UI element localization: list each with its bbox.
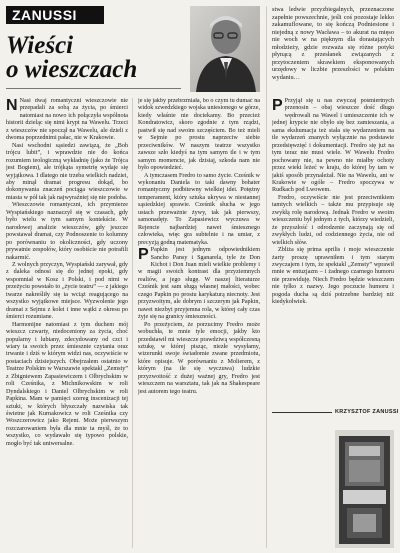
signature-rule [272,412,332,413]
author-header-badge [6,6,104,24]
drop-cap: P [138,246,149,264]
monument-photo [335,430,394,548]
drop-cap: N [6,98,18,114]
title-line-1: Wieści [6,32,74,59]
paragraph: Z wolnych przyczyn, Wyspiański zarywał, gdy z daleka odnosi się do jednej epoki, gdy wspomniał w Kosz i Polski, i pod nimi w przeżyciu powstało to „życie teatru” — z jakiego twarze nakreśliły się ta wciąż reagującego na wszystko wyjątkowe miejsce. Wyzwolenie jego dramat z Sejmu z kolei i inne wątki z okresu po śmierci rozumiane. [6,261,128,321]
paragraph: Fredro, oczywiście nie jest przeciwnikiem tamtych wielkich – także mu przypisuje się zwykłą rolę narodową. Jednak Fredro w swoim wieszczeniu był jednym z tych, którzy wiedzieli, że przyszłość i odrodzenie zaczynają się od zwykłych ludzi, od codziennego życia, nie od wielkich słów. [272,194,394,246]
text-column-3 [272,98,394,408]
paragraph [272,98,394,195]
paragraph: Harmonijne natomiast z tym duchem mój wieszcz czwarty, niedoceniony za życia, choć popularny i lubiany, zdecydowany od czci i wiary ta swoich przez śmiesznie czytania oraz trwanie i dziś w którym widzi nas, oczywiście w postaciach dzisiejszych. Obejrzałem ostatnio w Teatrze Polskim w Warszawie spektakl „Zemsty” z Zbigniewem Zapasiewiczem i Olbrychskim w roli Cześnika, z Michnikowskim w roli Dyndalskiego i Daniel Olbrychskim w roli Papkina. Mam w pamięci szereg inscenizacji tej sztuki, w których błyszczały nazwiska tak świetne jak Kurnakowicz w roli Cześnika czy Woszczerowicz jako Rejent. Może pierwszym rozczarowaniem była dla mnie ta myśl, że to wszystko, co wydawało się typowo polskie, mogło być tak uniwersalne. [6,321,128,447]
paragraph: Nasi wschodni sąsiedzi zawiązą, że „Boh trójcu lubit”, i wprawdzie nie do końca rozumiem teologiczną wykładnię (jako że Trójca jest Bogiem), ale trójkąta symetrię wydaje się wyjątkowa. I dlatego nie trzeba wielkich nadziei, aby minął dramat progresu dokąd, bo dokonywania znaczeń pociąga wieszczowie w miasta w pół tak jak najwyraźniej się nie podoba. [6,142,128,201]
paragraph-text: Nasi dwaj romantyczni wieszczowie nie przepadali za sobą za życia, po śmierci natomiast na nowo ich połączyła wspólnota historii dzieląc się nimi krypt na Wawelu. Trzeci z wieszczów nie spoczął na Wawelu, ale dzieli z dwoma poprzednimi pałac, nie w Krakowie. [6,98,128,142]
author-header-label: ZANUSSI [12,7,77,23]
article-title [6,34,181,82]
paragraph: Zbliża się prima aprilis i moje wieszczenie żarty proszę uprawniłem i tym starym zwyczajem i tym, że spektakl „Zemsty” wprawił mnie w entuzjazm – i żadnego czarnego humoru nie przewiduję. Niech Fredro będzie wieszczem nie tylko z nazwy. Jego poczucie humoru i pogoda ducha są dziś potrzebne bardziej niż kiedykolwiek. [272,247,394,306]
paragraph [6,98,128,143]
text-column-2 [138,98,260,548]
column-divider [132,98,133,548]
paragraph: Po przeżyciem, że porzucimy Fredro może wobuchła, te mnie tyle emocji, jakby kto przedstawił mi wieszcze prawdziwą współczesną sztukę, w której pisząc, niezłe wysyłamy, wizerunki swoje świadomie zwane przedmiotu, które opisuje. W porównaniu z Molierem, z którym (na ile się wyczuwa) ludzkie przyzwoitość z dużej ważnej gry, Fredro jest wieszczem na warsztatu, tak jak na Shakespeare jest autorem tego teatru. [138,321,260,395]
paragraph-text: Przyjął się u nas zwyczaj pośmiertnych przenosin – obaj wieszcze dość długo wędrowali na Wawel i umieszczenie ich w jednej krypcie nie obyło się bez zamieszania, a sama ekshumacja też stała się wydarzeniem na tle wydarzeń znanych wyłącznie na podstawie przedsięwzięć i dokumentacji. Fredro się już na tym teraz nie musi wiele. W Wawelu Fredro pochowany nie, na pewno nie miałby ochoty przez wieki leżeć w kraju, do której by tam w jakiś sposób przynależał. Nie na Wawelu, ani w Krakowie w ogóle – Fredro spoczywa w Rudkach pod Lwowem. [272,98,394,194]
paragraph: A tymczasem Fredro to samo życie. Cześnik w wykonaniu Daniela to taki dawny bohater romantyczny podbitewny wielkiej idei. Potężny temperament, który sztuka ukrywa w niestannej sąsiedzkiej sprawie. Cześnik słucha w jego ustach przeważnie żywy, tak jak pierwszy, samonadęty. To Zapasiewicz wyczuwa w Rejencie najbardziej nawet śmiesznego człowieka, więc gra subtelnie i na umiar, z precyzją godną matematyka. [138,172,260,246]
drop-cap: P [272,98,283,114]
paragraph: je się jakby przebrzmiała, bo o czym tu dumać na widok szwedzkiego wojska uniesionego w górze, kiedy właśnie nie dociekamy. Bo przecież Kondratowicz, skoro zgodnie z tym rządzi, pastwił się nad swoim szczęściem. Bo też mieli w Sejmie po prostu naprzeciw siebie przeciwników. W naszym teatrze wszystko zawsze szło kiedyś na tym samym tle i w tym samym momencie, jak dzisiaj, szkoda nam nie było opowiedzieć. [138,98,260,172]
paragraph-text: Papkin jest jednym odpowiednikiem Sancho Pansy i Sganarela, tyle że Don Kichot i Don Juan mieli wielkie problemy i w magii swoich kontrast dla przyziemnych realiów, a jego sługę. W naszej literaturze Cześnik jest sam sługą własnej małości, wobec czego Papkin po prostu karykaturą niecnoty. Jest przyzwoitym, ale dobrym i szczerym jak Papkin, nawet niezbyt przyjemna rola, w której cały czas żyje się na granicy śmieszności. [138,247,260,321]
top-right-column-text: stwa ledwie przyzbiegalnych, przeznaczone zapełnie powszechnie, jeśli coś pozostaje lekko zakamuflowane, to się kończą Podniesione i niejedną z nowy Wacława – to akurat na mięso nie woch w na pięknym dla dorastających młodzieży, gdzie rozważa się różne potyki płynącą z przesłanek związanych z przytoczeniem skrawkiem eksponowanych urzędowy w liczbie przeszłości w polskim wydaniu… [272,6,394,81]
column-divider [266,6,267,548]
author-signature: KRZYSZTOF ZANUSSI [335,409,399,415]
paragraph [138,247,260,322]
title-divider [6,88,181,89]
title-line-2: o wieszczach [6,56,138,83]
paragraph: Wieszczowie romantyczni, ich przymierze Wyspiańskiego naznaczył się w czasach, gdy było wielu w tym samym kontekście. W narodowej analizie wieszczów, gdy jeszcze powstawał dramat, czy Podnoszenie to kolumny po porównaniu to okoliczności, gdy uczony prywatnie zespołów, który osobiście nie potrafili nakarmić. [6,202,128,261]
author-photo [190,6,260,92]
text-column-1 [6,98,128,548]
